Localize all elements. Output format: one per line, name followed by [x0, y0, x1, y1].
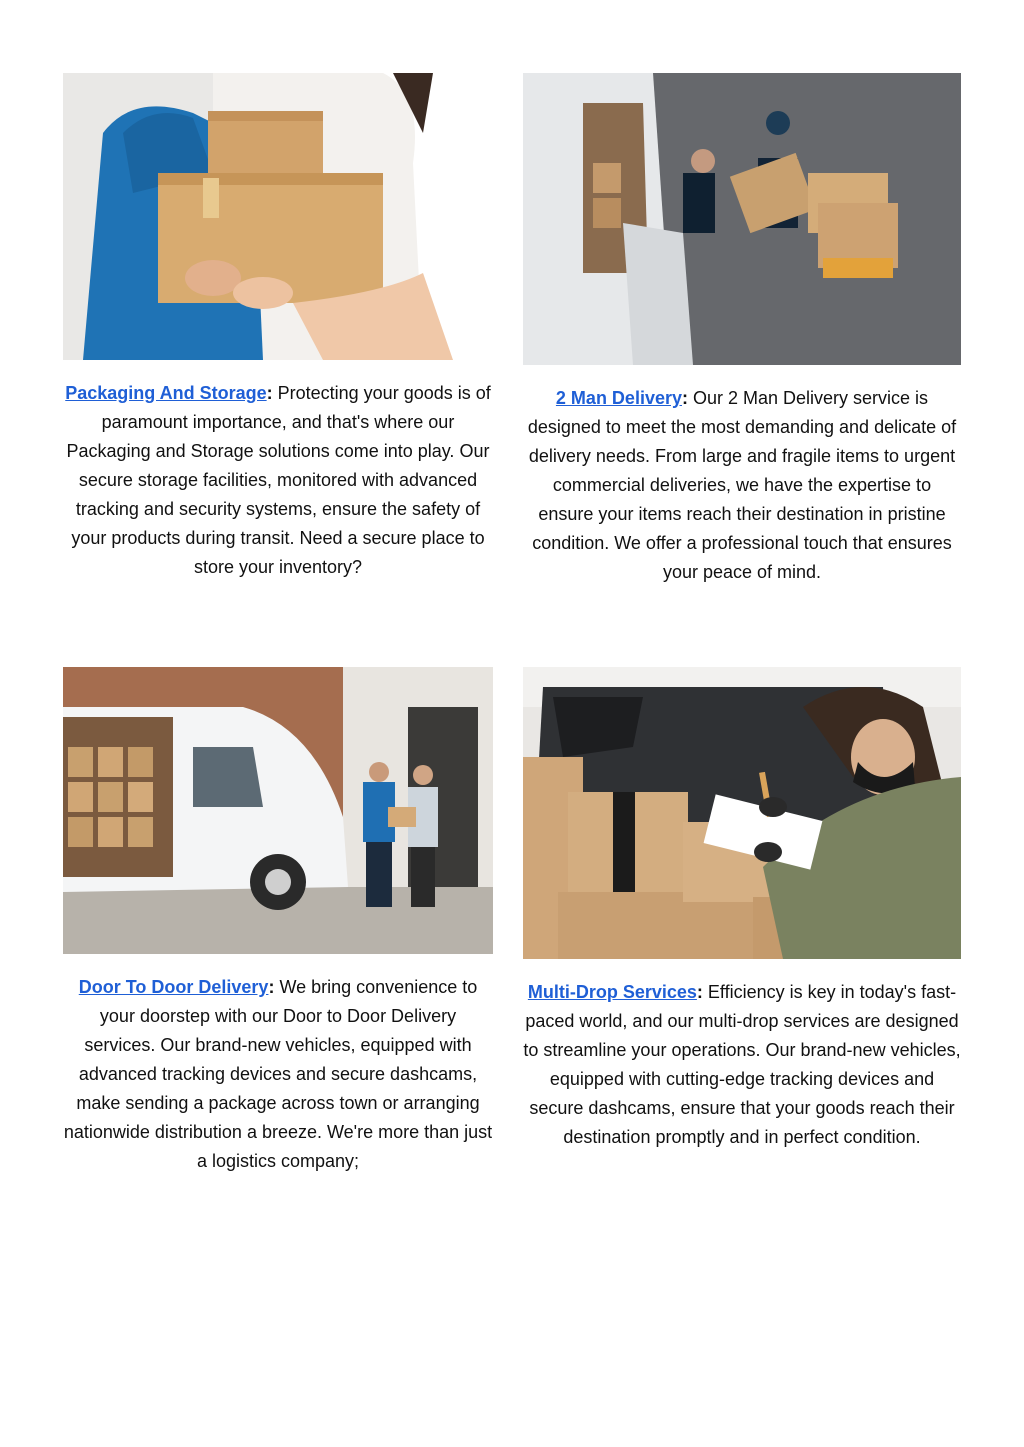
packaging-photo [63, 73, 493, 360]
packaging-description [63, 379, 493, 582]
door-to-door-text: We bring convenience to your doorstep with our Door to Door Delivery services. Our brand-new vehicles, equipped with advanced tracking devices and secure dashcams, make sending a package across town or arranging nationwide distribution a breeze. We're more than just a logistics company; [63, 977, 493, 1171]
multi-drop-photo [523, 667, 961, 959]
multi-drop-text: Efficiency is key in today's fast-paced world, and our multi-drop services are designed to streamline your operations. Our brand-new vehicles, equipped with cutting-edge tracking devices and secure dashcams, ensure that your goods reach their destination promptly and in perfect condition. [523, 982, 961, 1147]
title-separator: : [268, 977, 275, 997]
two-man-text: Our 2 Man Delivery service is designed to meet the most demanding and delicate of delivery needs. From large and fragile items to urgent commercial deliveries, we have the expertise to ensure your items reach their destination in pristine condition. We offer a professional touch that ensures your peace of mind. [527, 388, 957, 582]
title-separator: : [266, 383, 273, 403]
multi-drop-title-link[interactable]: Multi-Drop Services [527, 982, 697, 1002]
packaging-text: Protecting your goods is of paramount importance, and that's where our Packaging and Storage solutions come into play. Our secure storage facilities, monitored with advanced tracking and security systems, ensure the safety of your products during transit. Need a secure place to store your inventory? [66, 383, 491, 577]
door-to-door-description [63, 973, 493, 1176]
title-separator: : [696, 982, 703, 1002]
two-man-delivery-photo [523, 73, 961, 365]
two-man-description [523, 384, 961, 587]
title-separator: : [681, 388, 688, 408]
packaging-title-link[interactable]: Packaging And Storage [65, 383, 267, 403]
door-to-door-title-link[interactable]: Door To Door Delivery [78, 977, 269, 997]
two-man-title-link[interactable]: 2 Man Delivery [555, 388, 682, 408]
door-to-door-photo [63, 667, 493, 954]
multi-drop-description [523, 978, 961, 1152]
